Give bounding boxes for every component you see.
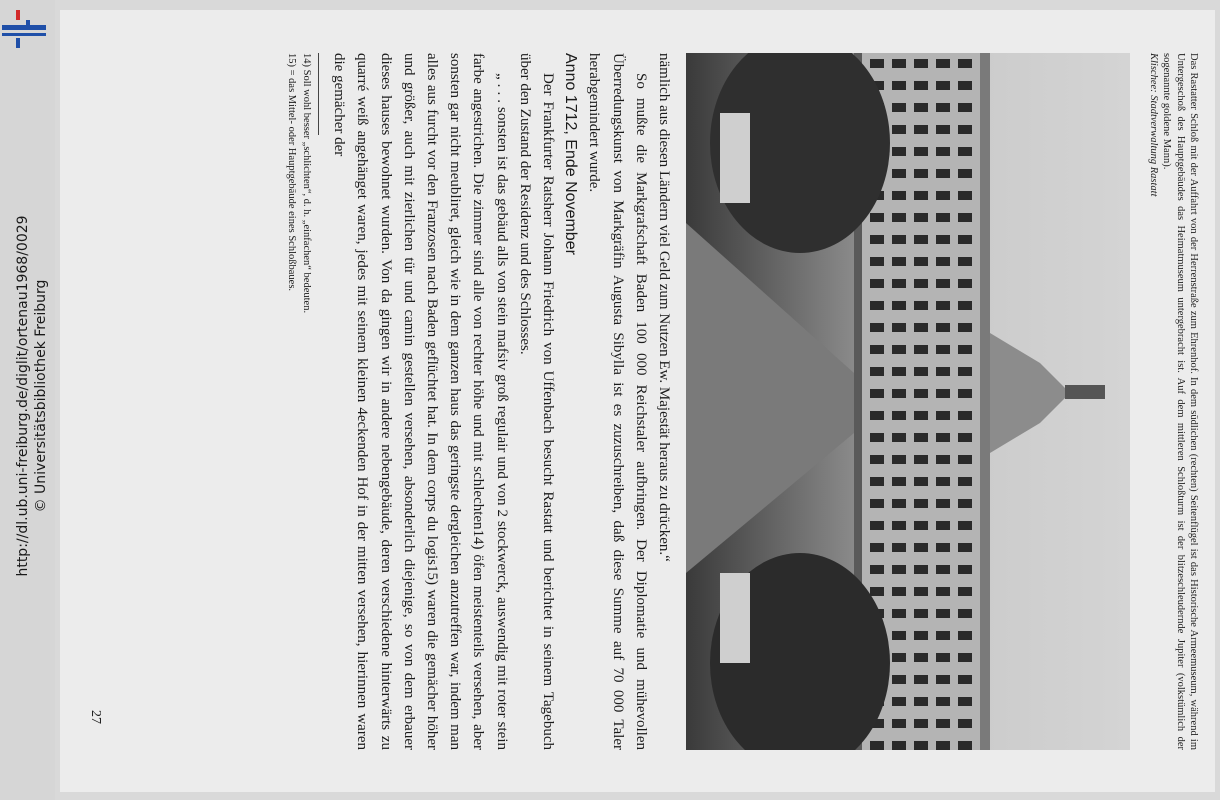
photo-caption bbox=[1146, 53, 1200, 750]
caption-text: Das Rastatter Schloß mit der Auffahrt von der Herrenstraße zum Ehrenhof. In dem südlichen (rechten) Seitenflügel ist das Historische Armeemuseum, während im Untergeschoß des Hauptgebäudes das Heimatmuseum untergebracht ist. Auf dem mittleren Schloßturm ist der blitzeschleudernde Jupiter (volkstümlich der sogenannte goldene Mann). bbox=[1161, 53, 1199, 750]
footnote: 14) Soll wohl besser „schlichten“, d. h. „einfachen“ bedeuten. bbox=[300, 53, 312, 314]
footnote: 15) = das Mittel- oder Hauptgebäude eines Schloßbaues. bbox=[285, 53, 297, 292]
quoted-paragraph: „ . . . sonsten ist das gebäud alls von stein mafsiv groß regulair und von 2 stockwerck, auswendig mit roter stein farbe angestrichen. Die zimmer sind alle von rechter höhe und mit schlechten14) öfen meistenteils versehen, aber sonsten gar nicht meubliret, gleich wie in dem ganzen haus das geringste dergleichen anzutreffen war, indem man alles aus furcht vor den Franzosen nach Baden geflüchtet hat. In dem corps du logis15) waren die gemächer höher und größer, auch mit zierlichen tür und camin gestellen versehen, absonderlich diejenige, so von dem erbauer dieses hauses bewohnet wurden. Von da gingen wir in andere nebengebäude, deren verschiedene hinterwärts zu quarré weiß angehänget waren, jedes mit seinem kleinen 4eckenden Hof in der mitten versehen, hierinnen waren die gemächer der bbox=[331, 53, 510, 750]
source-url[interactable]: http://dl.ub.uni-freiburg.de/diglit/ortenau1968/0029 bbox=[15, 215, 31, 577]
castle-photograph bbox=[686, 53, 1130, 750]
section-heading: Anno 1712, Ende November bbox=[562, 53, 580, 255]
scanned-page bbox=[60, 10, 1215, 792]
source-info bbox=[14, 0, 54, 792]
article-body bbox=[284, 53, 675, 750]
viewer-sidebar bbox=[0, 0, 55, 800]
page-number: 27 bbox=[88, 710, 103, 724]
copyright-notice: © Universitätsbibliothek Freiburg bbox=[33, 279, 49, 513]
paragraph: nämlich aus diesen Ländern viel Geld zum Nutzen Ew. Majestät heraus zu drücken.“ bbox=[656, 53, 672, 562]
page-content bbox=[60, 10, 1215, 792]
paragraph: Der Frankfurter Ratsherr Johann Friedrich von Uffenbach besucht Rastatt und berichtet in seinem Tagebuch über den Zustand der Residenz und des Schlosses. bbox=[516, 53, 556, 750]
paragraph: So mußte die Markgrafschaft Baden 100 000 Reichstaler aufbringen. Der Diplomatie und mühevollen Überredungskunst von Markgräfin Augusta Sibylla ist es zuzuschreiben, daß diese Summe auf 70 000 Taler herabgemindert wurde. bbox=[586, 53, 649, 750]
footnote-divider bbox=[318, 53, 319, 135]
caption-credit: Klischee: Stadtverwaltung Rastatt bbox=[1147, 53, 1159, 197]
